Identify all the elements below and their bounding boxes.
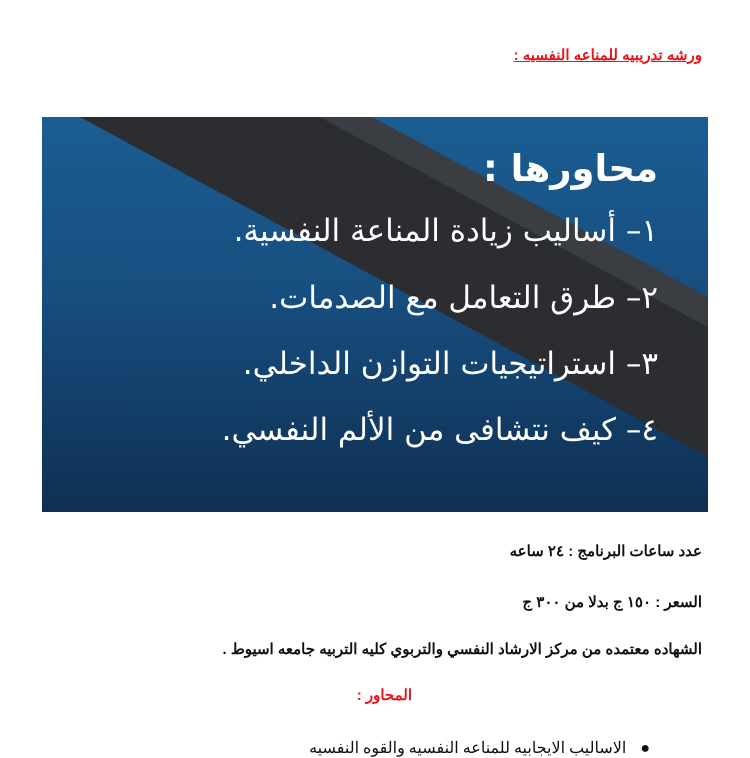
certificate-note: الشهاده معتمده من مركز الارشاد النفسي والتربوي كليه التربيه جامعه اسيوط . (222, 641, 702, 658)
page-title: ورشه تدريبيه للمناعه النفسيه : (513, 47, 702, 64)
banner-item-1: ١– أساليب زيادة المناعة النفسية. (233, 213, 658, 250)
banner-item-2: ٢– طرق التعامل مع الصدمات. (269, 279, 658, 316)
list-item (309, 738, 650, 758)
banner-heading: محاورها : (483, 147, 658, 190)
program-hours: عدد ساعات البرنامج : ٢٤ ساعه (509, 543, 702, 560)
program-price: السعر : ١٥٠ ج بدلا من ٣٠٠ ج (522, 594, 702, 611)
section-heading: المحاور : (356, 687, 412, 704)
banner-item-3: ٣– استراتيجيات التوازن الداخلي. (242, 345, 658, 382)
banner-item-4: ٤– كيف نتشافى من الألم النفسي. (221, 411, 658, 448)
bullet-icon: ● (640, 740, 650, 757)
list-item-text: الاساليب الايجابيه للمناعه النفسيه والقوه النفسيه (309, 740, 627, 757)
banner-text-block (222, 147, 658, 478)
topics-banner (42, 117, 708, 512)
